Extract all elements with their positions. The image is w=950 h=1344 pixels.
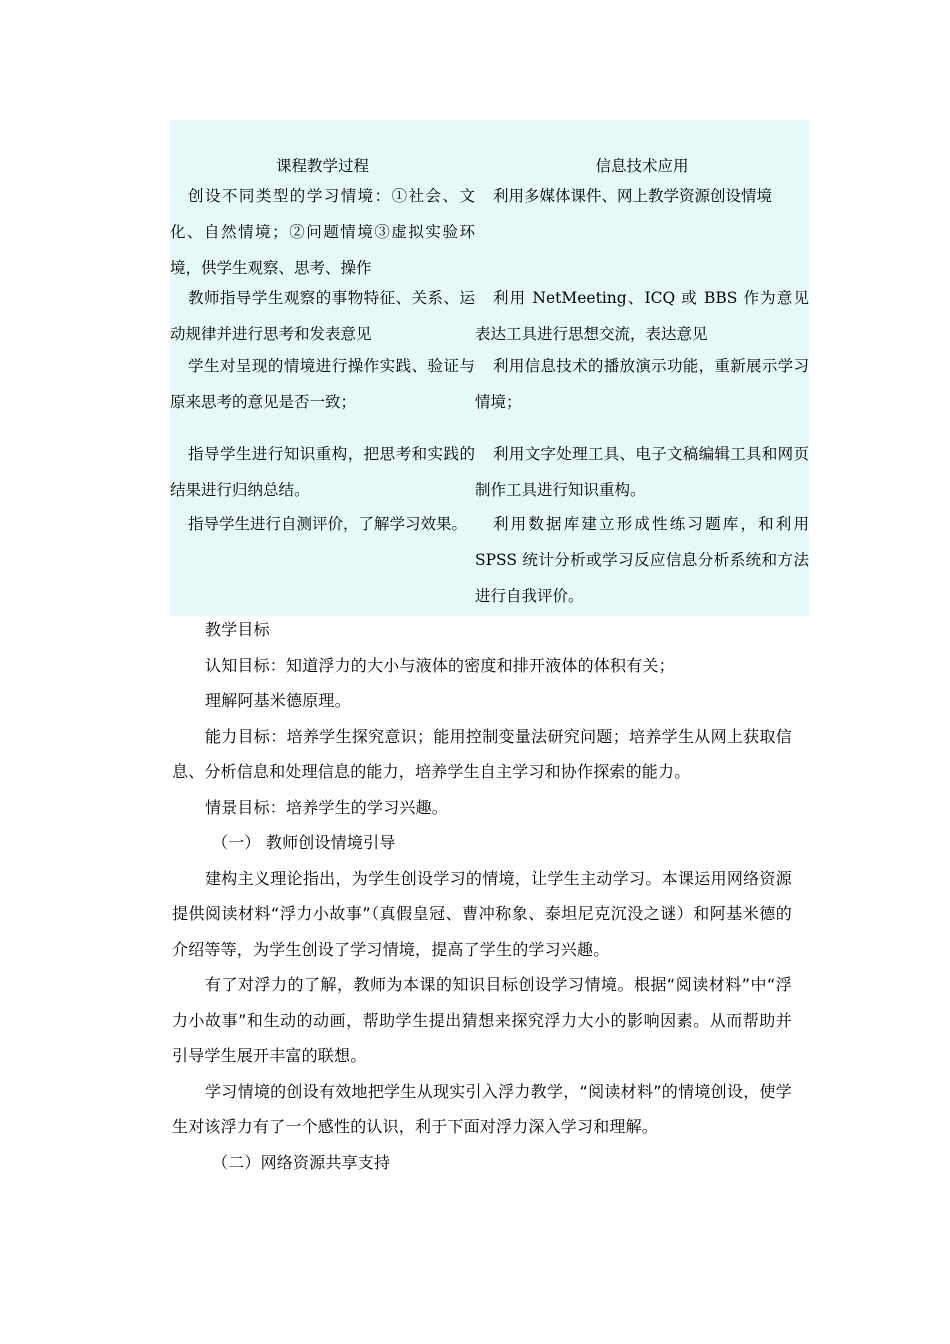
section-heading-teaching-goals: 教学目标 [205, 620, 270, 639]
row3-right: 利用信息技术的播放演示功能，重新展示学习情境； [475, 357, 809, 411]
course-table [170, 120, 809, 616]
row2-left: 教师指导学生观察的事物特征、关系、运动规律并进行思考和发表意见 [170, 289, 475, 343]
row3-left: 学生对呈现的情境进行操作实践、验证与原来思考的意见是否一致； [170, 357, 475, 411]
paragraph-situation: 学习情境的创设有效地把学生从现实引入浮力教学，“阅读材料”的情境创设，使学生对该浮力有了一个感性的认识，利于下面对浮力深入学习和理解。 [172, 1081, 792, 1136]
row1-left: 创设不同类型的学习情境：①社会、文化、自然情境；②问题情境③虚拟实验环境，供学生观察、思考、操作 [170, 187, 475, 277]
section-heading-2: （二）网络资源共享支持 [212, 1152, 391, 1172]
document-body [172, 612, 792, 1180]
row5-left: 指导学生进行自测评价，了解学习效果。 [188, 515, 468, 533]
header-it-application: 信息技术应用 [595, 157, 689, 175]
paragraph-constructivism: 建构主义理论指出，为学生创设学习的情境，让学生主动学习。本课运用网络资源提供阅读材料“浮力小故事”（真假皇冠、曹冲称象、泰坦尼克沉没之谜）和阿基米德的介绍等等，为学生创设了学习情境，提高了学生的学习兴趣。 [172, 868, 792, 959]
row4-left: 指导学生进行知识重构，把思考和实践的结果进行归纳总结。 [170, 445, 475, 499]
ability-goal: 能力目标：培养学生探究意识；能用控制变量法研究问题；培养学生从网上获取信息、分析信息和处理信息的能力，培养学生自主学习和协作探索的能力。 [172, 726, 792, 781]
row5-right: 利用数据库建立形成性练习题库，和利用 SPSS 统计分析或学习反应信息分析系统和方法进行自我评价。 [475, 515, 809, 605]
paragraph-buoyancy: 有了对浮力的了解，教师为本课的知识目标创设学习情境。根据“阅读材料”中“浮力小故事”和生动的动画，帮助学生提出猜想来探究浮力大小的影响因素。从而帮助并引导学生展开丰富的联想。 [172, 975, 792, 1065]
cognitive-goal: 认知目标：知道浮力的大小与液体的密度和排开液体的体积有关； [205, 655, 675, 675]
row2-right: 利用 NetMeeting、ICQ 或 BBS 作为意见表达工具进行思想交流，表达意见 [475, 289, 809, 343]
section-heading-1: （一） 教师创设情境引导 [212, 833, 396, 852]
emotion-goal: 情景目标：培养学生的学习兴趣。 [205, 797, 449, 817]
cognitive-goal-cont: 理解阿基米德原理。 [205, 691, 351, 710]
row1-right: 利用多媒体课件、网上教学资源创设情境 [493, 187, 773, 205]
row4-right: 利用文字处理工具、电子文稿编辑工具和网页制作工具进行知识重构。 [475, 445, 809, 499]
header-course-process: 课程教学过程 [275, 157, 369, 175]
